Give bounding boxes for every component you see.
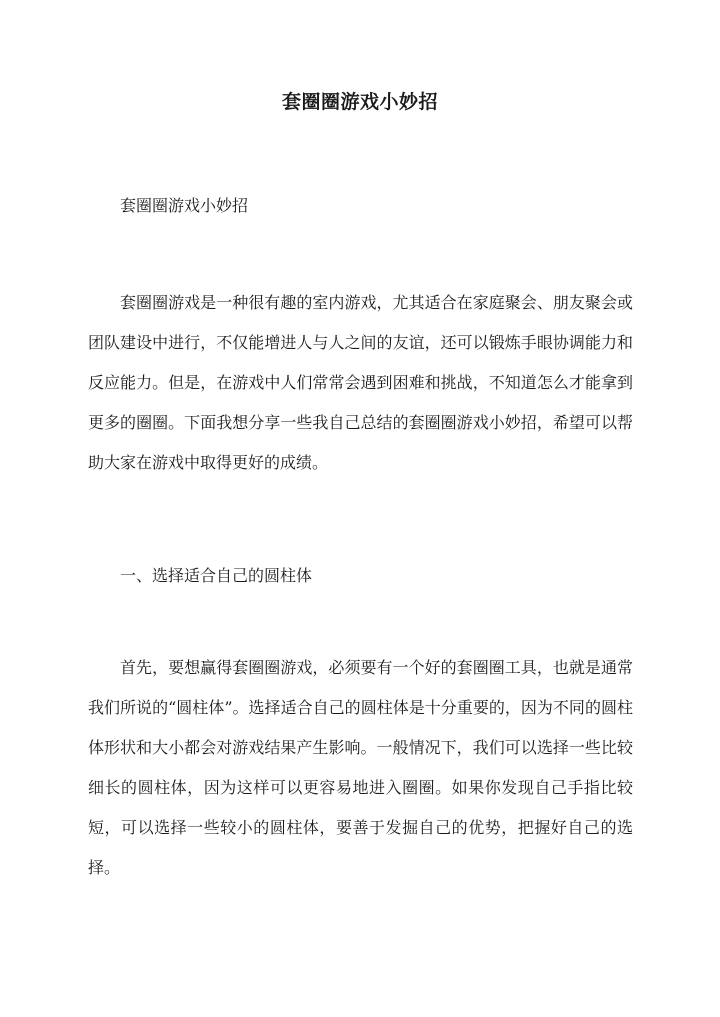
document-title: 套圈圈游戏小妙招 — [281, 91, 438, 113]
section-heading: 一、选择适合自己的圆柱体 — [120, 566, 313, 585]
intro-paragraph: 套圈圈游戏是一种很有趣的室内游戏，尤其适合在家庭聚会、朋友聚会或团队建设中进行，不仅能增进人与人之间的友谊，还可以锻炼手眼协调能力和反应能力。但是，在游戏中人们常常会遇到困难和挑战，不知道怎么才能拿到更多的圈圈。下面我想分享一些我自己总结的套圈圈游戏小妙招，希望可以帮助大家在游戏中取得更好的成绩。 — [88, 293, 633, 472]
section-paragraph: 首先，要想赢得套圈圈游戏，必须要有一个好的套圈圈工具，也就是通常我们所说的“圆柱体”。选择适合自己的圆柱体是十分重要的，因为不同的圆柱体形状和大小都会对游戏结果产生影响。一般情况下，我们可以选择一些比较细长的圆柱体，因为这样可以更容易地进入圈圈。如果你发现自己手指比较短，可以选择一些较小的圆柱体，要善于发掘自己的优势，把握好自己的选择。 — [88, 658, 633, 877]
document-subtitle: 套圈圈游戏小妙招 — [120, 196, 249, 215]
